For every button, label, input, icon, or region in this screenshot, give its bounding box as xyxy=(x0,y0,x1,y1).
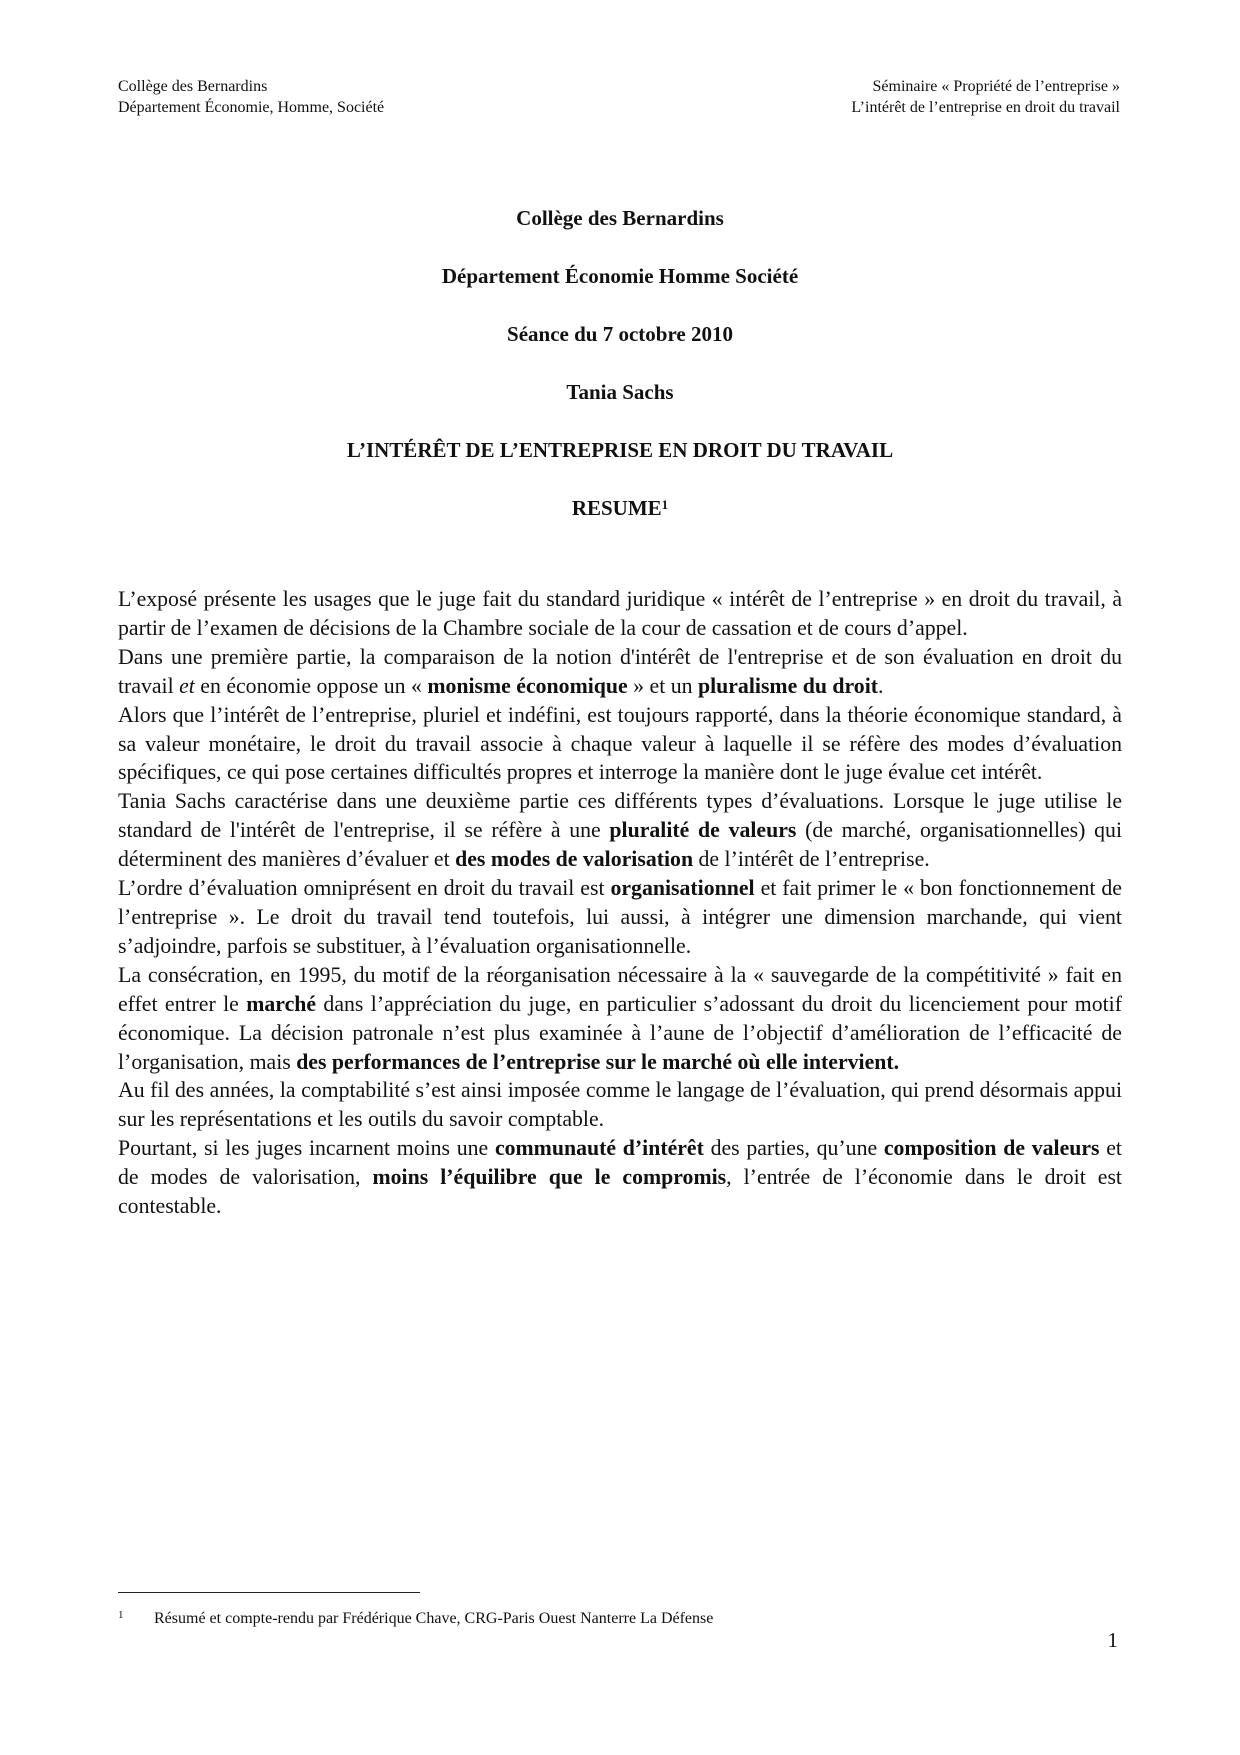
body-text xyxy=(118,585,1122,1221)
title-block xyxy=(118,203,1122,551)
p8-part-c: et de modes de valorisation, xyxy=(118,1136,1122,1190)
p2-part-c: » et un xyxy=(627,673,698,698)
p6-part-a: La consécration, en 1995, du motif de la réorganisation nécessaire à la « sauvegarde de la compétitivité » fait en effet entrer le xyxy=(118,962,1122,1016)
title-institution: Collège des Bernardins xyxy=(516,206,724,230)
p4-part-a: Tania Sachs caractérise dans une deuxième partie ces différents types d’évaluations. Lorsque le juge utilise le standard de l'intérêt de l'entreprise, il se réfère à une xyxy=(118,789,1122,843)
p2-bold-pluralisme: pluralisme du droit xyxy=(697,673,879,698)
p8-bold-communaute: communauté d’intérêt xyxy=(494,1136,704,1161)
paragraph-8 xyxy=(118,1134,1122,1221)
paragraph-3: Alors que l’intérêt de l’entreprise, pluriel et indéfini, est toujours rapporté, dans la théorie économique standard, à sa valeur monétaire, le droit du travail associe à chaque valeur à laquelle il se réfère des modes d’évaluation spécifiques, ce qui pose certaines difficultés propres et interroge la manière dont le juge évalue cet intérêt. xyxy=(118,702,1122,785)
footnote-text: Résumé et compte-rendu par Frédérique Chave, CRG-Paris Ouest Nanterre La Défense xyxy=(154,1610,714,1627)
p8-part-a: Pourtant, si les juges incarnent moins une xyxy=(118,1136,495,1161)
paragraph-5 xyxy=(118,874,1122,961)
p8-bold-composition: composition de valeurs xyxy=(883,1136,1100,1161)
p4-bold-modes: des modes de valorisation xyxy=(455,847,694,872)
header-seminar: Séminaire « Propriété de l’entreprise » xyxy=(872,78,1120,95)
paragraph-1: L’exposé présente les usages que le juge fait du standard juridique « intérêt de l’entreprise » en droit du travail, à partir de l’examen de décisions de la Chambre sociale de la cour de cassation et de cours d’appel. xyxy=(118,587,1122,640)
paragraph-4 xyxy=(118,787,1122,874)
p4-bold-pluralite: pluralité de valeurs xyxy=(609,818,797,843)
header-topic: L’intérêt de l’entreprise en droit du travail xyxy=(851,99,1120,116)
header-institution: Collège des Bernardins xyxy=(118,78,268,95)
paragraph-2 xyxy=(118,643,1122,701)
p5-bold-organisationnel: organisationnel xyxy=(610,876,755,901)
p2-part-a: Dans une première partie, la comparaison de la notion d'intérêt de l'entreprise et de son évaluation en droit du travail xyxy=(118,644,1122,698)
document-title: L’INTÉRÊT DE L’ENTREPRISE EN DROIT DU TRAVAIL xyxy=(346,438,894,462)
p4-part-c: de l’intérêt de l’entreprise. xyxy=(693,847,930,872)
p5-part-a: L’ordre d’évaluation omniprésent en droit du travail est xyxy=(118,876,611,901)
paragraph-6 xyxy=(118,961,1122,1077)
page-number: 1 xyxy=(1107,1628,1118,1652)
p4-part-b: (de marché, organisationnelles) qui déterminent des manières d’évaluer et xyxy=(118,818,1122,872)
p6-part-b: dans l’appréciation du juge, en particulier s’adossant du droit du licenciement pour motif économique. La décision patronale n’est plus examinée à l’aune de l’objectif d’amélioration de l’efficacité de l’organisation, mais xyxy=(118,991,1122,1074)
header-left xyxy=(118,76,384,118)
p6-bold-performances: des performances de l’entreprise sur le marché où elle intervient. xyxy=(296,1049,900,1074)
title-department: Département Économie Homme Société xyxy=(441,264,799,288)
title-session: Séance du 7 octobre 2010 xyxy=(507,322,733,346)
resume-label: RESUME xyxy=(571,496,662,520)
p8-bold-equilibre: moins l’équilibre que le compromis xyxy=(372,1165,727,1190)
p2-italic-et: et xyxy=(179,673,195,698)
footnote-separator xyxy=(118,1592,420,1593)
p2-part-b: en économie oppose un « xyxy=(194,673,428,698)
header-department: Département Économie, Homme, Société xyxy=(118,99,385,116)
p5-part-b: et fait primer le « bon fonctionnement de l’entreprise ». Le droit du travail tend toutefois, lui aussi, à intégrer une dimension marchande, qui vient s’adjoindre, parfois se substituer, à l’évaluation organisationnelle. xyxy=(118,876,1122,958)
title-author: Tania Sachs xyxy=(566,380,674,404)
p2-bold-monisme: monisme économique xyxy=(427,673,628,698)
resume-heading xyxy=(118,493,1122,551)
header-right xyxy=(851,76,1120,118)
footnote-reference: 1 xyxy=(661,497,669,512)
footnote-number: 1 xyxy=(118,1609,124,1621)
p6-bold-marche: marché xyxy=(246,991,317,1016)
paragraph-7: Au fil des années, la comptabilité s’est ainsi imposée comme le langage de l’évaluation, qui prend désormais appui sur les représentations et les outils du savoir comptable. xyxy=(118,1078,1122,1132)
p2-part-d: . xyxy=(878,673,884,698)
p8-part-b: des parties, qu’une xyxy=(703,1136,884,1161)
p8-part-d: , l’entrée de l’économie dans le droit est contestable. xyxy=(118,1165,1122,1219)
